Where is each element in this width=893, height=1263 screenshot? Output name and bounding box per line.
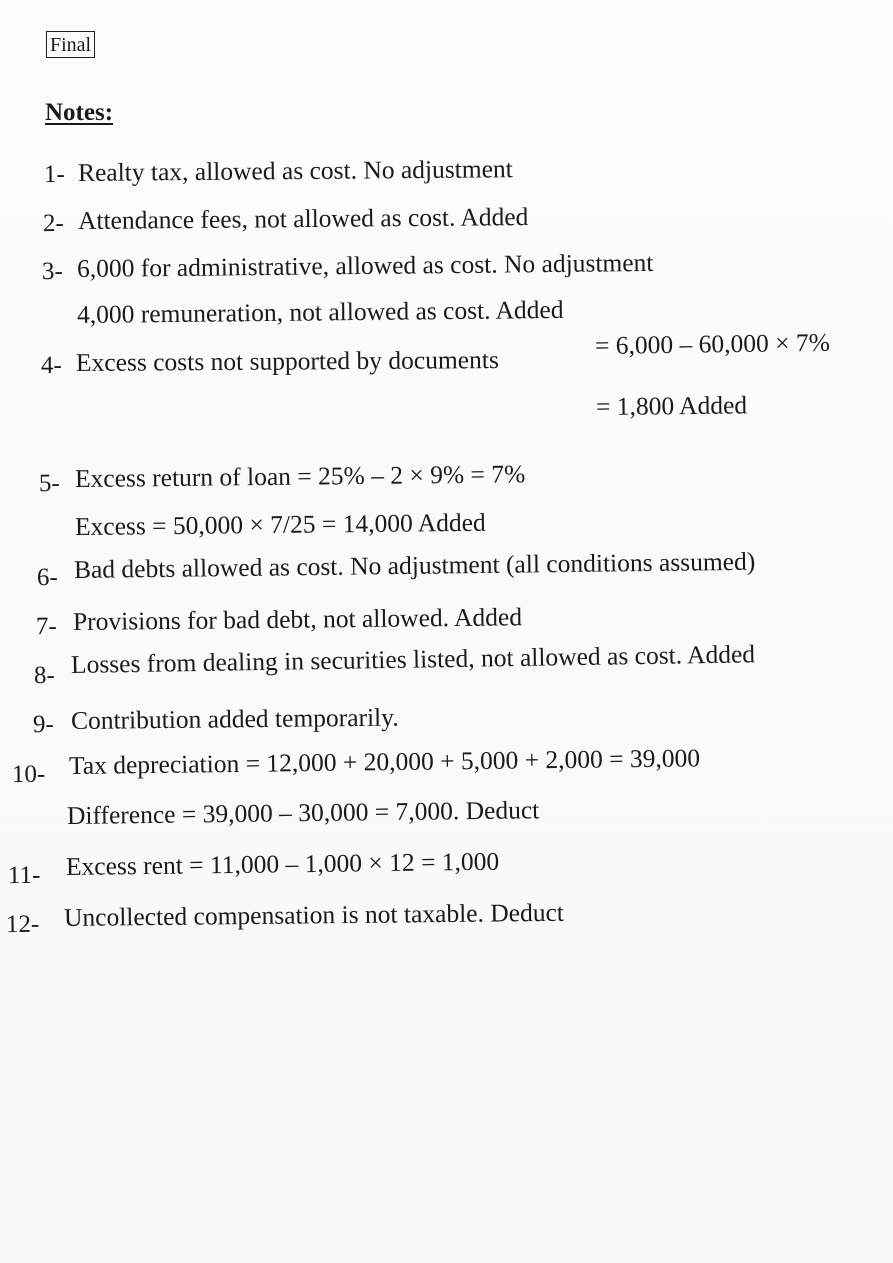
note-text: Tax depreciation = 12,000 + 20,000 + 5,000 + 2,000 = 39,000 bbox=[68, 743, 701, 780]
note-text-continued: Difference = 39,000 – 30,000 = 7,000. Deduct bbox=[66, 795, 540, 830]
note-text: Realty tax, allowed as cost. No adjustment bbox=[77, 154, 513, 187]
note-text: Bad debts allowed as cost. No adjustment (all conditions assumed) bbox=[73, 546, 756, 584]
note-number: 8- bbox=[33, 661, 55, 690]
note-calculation: = 6,000 – 60,000 × 7% bbox=[594, 327, 831, 360]
note-text-continued: Excess = 50,000 × 7/25 = 14,000 Added bbox=[74, 507, 486, 541]
note-text: Uncollected compensation is not taxable. Deduct bbox=[63, 897, 565, 932]
note-text: Provisions for bad debt, not allowed. Added bbox=[72, 602, 523, 636]
note-number: 4- bbox=[40, 351, 62, 380]
note-text: Attendance fees, not allowed as cost. Added bbox=[77, 202, 529, 235]
note-number: 7- bbox=[35, 612, 57, 641]
note-number: 1- bbox=[43, 160, 65, 189]
note-number: 3- bbox=[41, 257, 63, 286]
note-text: Excess rent = 11,000 – 1,000 × 12 = 1,000 bbox=[65, 846, 500, 881]
note-number: 10- bbox=[11, 760, 46, 789]
note-number: 6- bbox=[36, 563, 58, 592]
note-number: 12- bbox=[5, 910, 40, 939]
note-text-continued: 4,000 remuneration, not allowed as cost. Added bbox=[76, 294, 564, 329]
note-number: 2- bbox=[42, 209, 64, 238]
notes-heading: Notes: bbox=[45, 99, 114, 126]
note-calculation-result: = 1,800 Added bbox=[595, 390, 748, 421]
note-text: 6,000 for administrative, allowed as cost. No adjustment bbox=[76, 247, 654, 283]
note-number: 5- bbox=[38, 469, 60, 498]
final-stamp: Final bbox=[46, 31, 95, 58]
note-number: 11- bbox=[7, 861, 41, 890]
note-number: 9- bbox=[32, 710, 54, 739]
note-text: Losses from dealing in securities listed, not allowed as cost. Added bbox=[70, 639, 756, 679]
note-text: Excess costs not supported by documents bbox=[75, 345, 499, 377]
note-text: Excess return of loan = 25% – 2 × 9% = 7% bbox=[74, 459, 526, 493]
note-text: Contribution added temporarily. bbox=[70, 702, 399, 735]
